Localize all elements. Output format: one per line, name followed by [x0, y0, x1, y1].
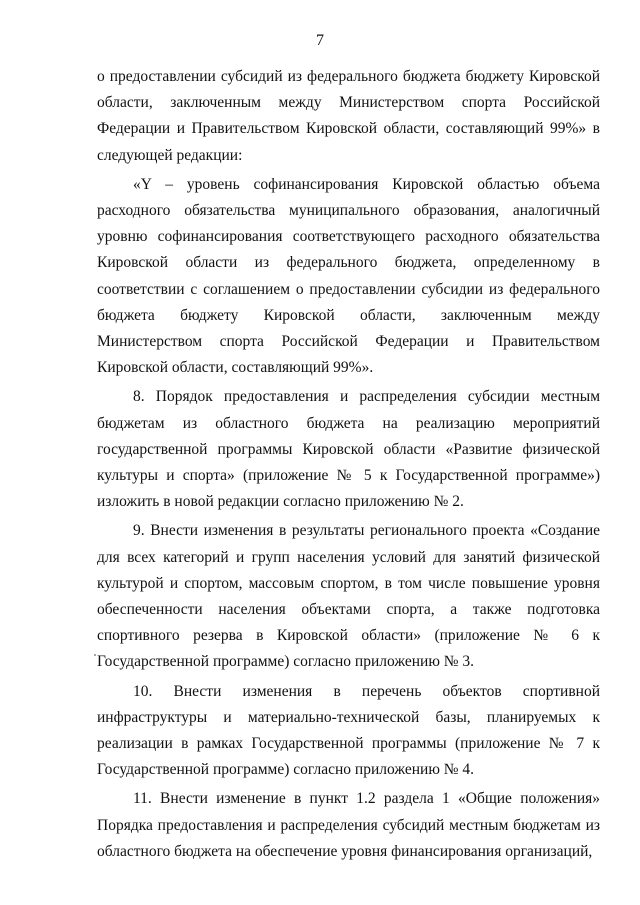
paragraph-definition-y: «Y – уровень софинансирования Кировской областью объема расходного обязательства муниципального образования, аналогичный уровню софинансирования соответствующего расходного обязательства Кировской области из федерального бюджета, определенному в соответствии с соглашением о предоставлении субсидии из федерального бюджета бюджету Кировской области, заключенным между Министерством спорта Российской Федерации и Правительством Кировской области, составляющий 99%».	[97, 175, 600, 377]
paragraph-item-10: 10. Внести изменения в перечень объектов спортивной инфраструктуры и материально-технической базы, планируемых к реализации в рамках Государственной программы (приложение № 7 к Государственной программе) согласно приложению № 4.	[97, 682, 600, 779]
paragraph-item-9: 9. Внести изменения в результаты регионального проекта «Создание для всех категорий и групп населения условий для занятий физической культурой и спортом, массовым спортом, в том числе повышение уровня обеспеченности населения объектами спорта, а также подготовка спортивного резерва в Кировской области» (приложение № 6 к Государственной программе) согласно приложению № 3.	[97, 522, 600, 671]
paragraph-item-11: 11. Внести изменение в пункт 1.2 раздела 1 «Общие положения» Порядка предоставления и распределения субсидий местным бюджетам из областного бюджета на обеспечение уровня финансирования организаций,	[97, 790, 600, 860]
page-number: 7	[316, 32, 324, 49]
paragraph-item-8: 8. Порядок предоставления и распределения субсидии местным бюджетам из областного бюджета на реализацию мероприятий государственной программы Кировской области «Развитие физической культуры и спорта» (приложение № 5 к Государственной программе») изложить в новой редакции согласно приложению № 2.	[97, 388, 600, 511]
scan-artifact-dot	[94, 654, 96, 656]
paragraph-continuation: о предоставлении субсидий из федерального бюджета бюджету Кировской области, заключенным между Министерством спорта Российской Федерации и Правительством Кировской области, составляющий 99%» в следующей редакции:	[97, 68, 600, 164]
document-body	[97, 64, 600, 868]
